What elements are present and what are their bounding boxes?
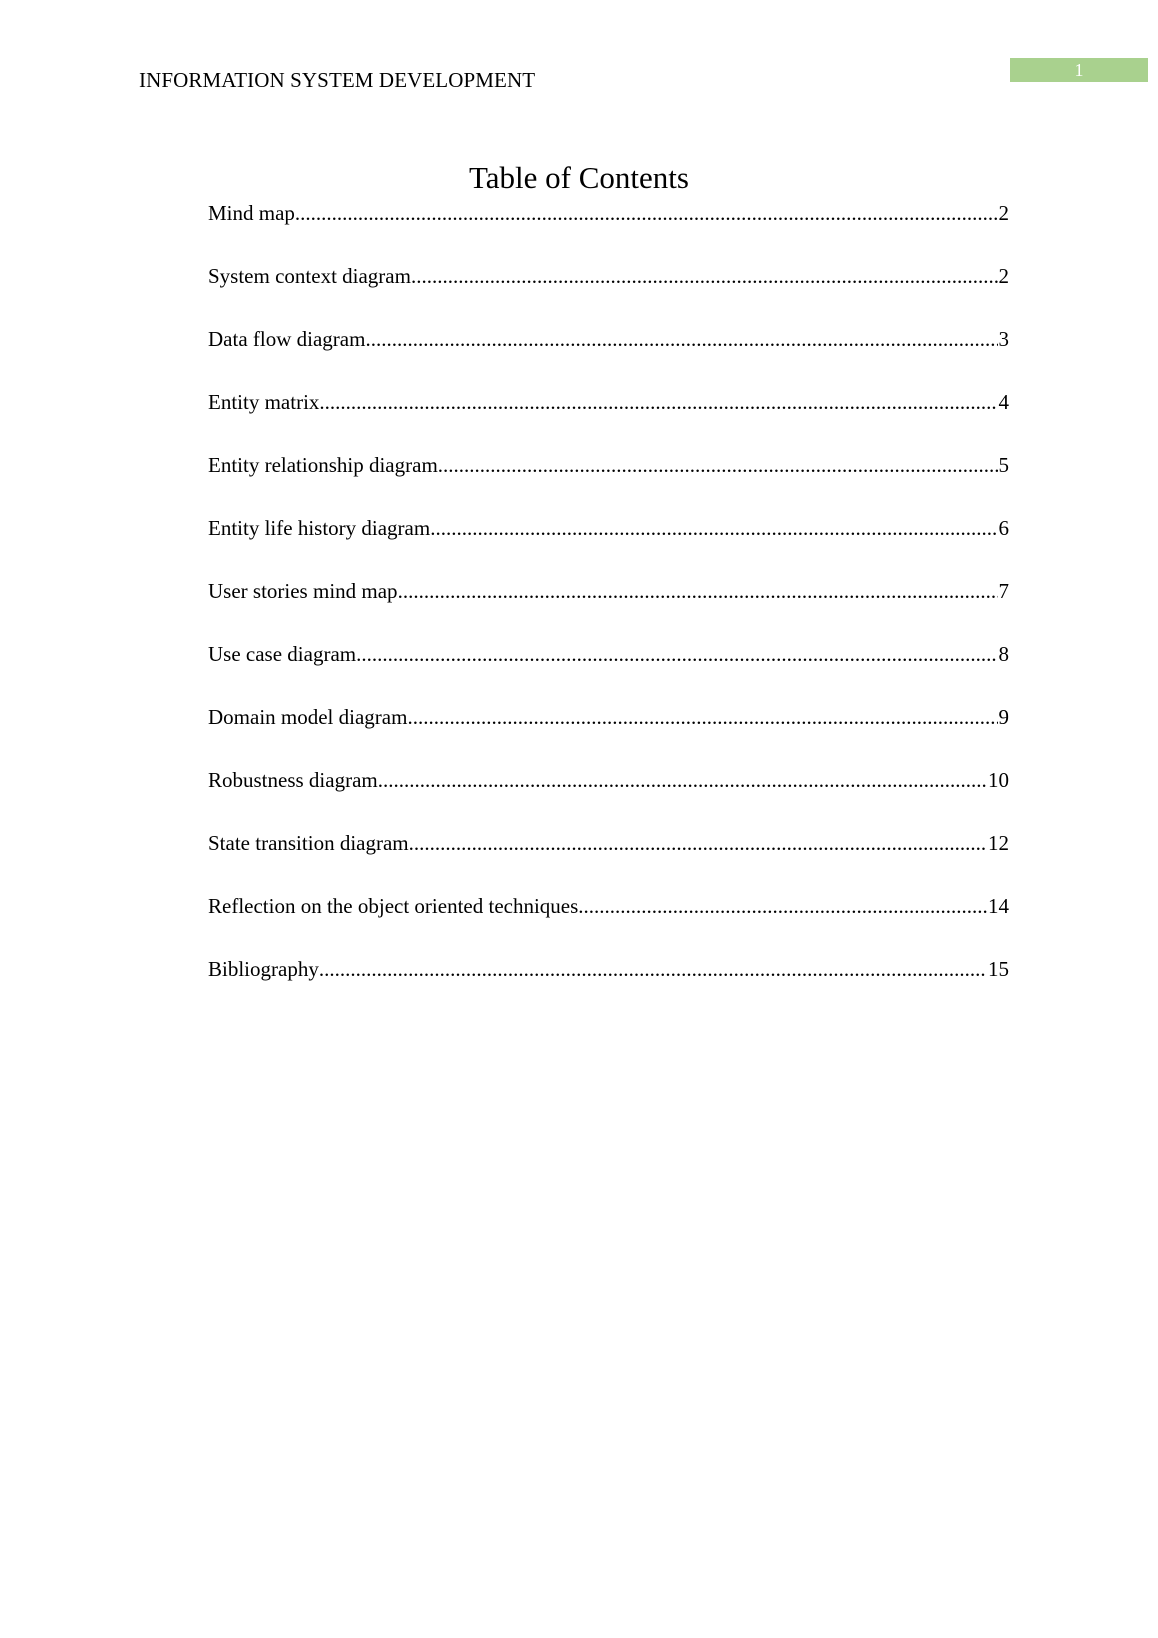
toc-entry-entity-relationship-diagram[interactable] bbox=[208, 450, 1009, 513]
toc-entry-label: Bibliography bbox=[208, 957, 319, 981]
toc-dot-leader bbox=[578, 891, 987, 921]
toc-entry-page: 3 bbox=[998, 327, 1009, 351]
toc-entry-label: Data flow diagram bbox=[208, 327, 366, 351]
toc-entry-label: Use case diagram bbox=[208, 642, 357, 666]
toc-entry-user-stories-mind-map[interactable] bbox=[208, 576, 1009, 639]
toc-entry-page: 7 bbox=[998, 579, 1009, 603]
toc-entry-system-context-diagram[interactable] bbox=[208, 261, 1009, 324]
toc-entry-page: 14 bbox=[988, 894, 1009, 918]
toc-title: Table of Contents bbox=[469, 160, 689, 195]
toc-dot-leader bbox=[438, 450, 998, 480]
toc-entry-bibliography[interactable] bbox=[208, 954, 1009, 1017]
toc-entry-page: 4 bbox=[998, 390, 1009, 414]
toc-dot-leader bbox=[411, 261, 998, 291]
toc-entry-domain-model-diagram[interactable] bbox=[208, 702, 1009, 765]
toc-dot-leader bbox=[365, 324, 997, 354]
toc-dot-leader bbox=[356, 639, 997, 669]
toc-entry-page: 2 bbox=[998, 264, 1009, 288]
toc-entry-label: User stories mind map bbox=[208, 579, 398, 603]
toc-entry-state-transition-diagram[interactable] bbox=[208, 828, 1009, 891]
page-number-badge: 1 bbox=[1010, 58, 1148, 82]
toc-entry-label: Entity matrix bbox=[208, 390, 320, 414]
toc-entry-data-flow-diagram[interactable] bbox=[208, 324, 1009, 387]
toc-entry-page: 8 bbox=[998, 642, 1009, 666]
toc-dot-leader bbox=[407, 702, 997, 732]
toc-dot-leader bbox=[295, 198, 998, 228]
toc-entry-use-case-diagram[interactable] bbox=[208, 639, 1009, 702]
toc-entry-label: Reflection on the object oriented techniques bbox=[208, 894, 579, 918]
toc-entry-page: 15 bbox=[988, 957, 1009, 981]
toc-dot-leader bbox=[319, 954, 987, 984]
toc-entry-page: 2 bbox=[998, 201, 1009, 225]
toc-dot-leader bbox=[378, 765, 987, 795]
toc-entry-page: 12 bbox=[988, 831, 1009, 855]
toc-entry-page: 5 bbox=[998, 453, 1009, 477]
toc-entry-label: System context diagram bbox=[208, 264, 411, 288]
toc-entry-entity-matrix[interactable] bbox=[208, 387, 1009, 450]
toc-list bbox=[208, 198, 1009, 1017]
toc-entry-entity-life-history-diagram[interactable] bbox=[208, 513, 1009, 576]
toc-entry-page: 6 bbox=[998, 516, 1009, 540]
toc-entry-robustness-diagram[interactable] bbox=[208, 765, 1009, 828]
toc-entry-label: Entity relationship diagram bbox=[208, 453, 438, 477]
toc-entry-mind-map[interactable] bbox=[208, 198, 1009, 261]
toc-dot-leader bbox=[319, 387, 997, 417]
toc-entry-label: Entity life history diagram bbox=[208, 516, 431, 540]
toc-entry-label: Domain model diagram bbox=[208, 705, 408, 729]
toc-dot-leader bbox=[409, 828, 987, 858]
toc-entry-label: Mind map bbox=[208, 201, 295, 225]
toc-entry-label: Robustness diagram bbox=[208, 768, 378, 792]
toc-entry-page: 9 bbox=[998, 705, 1009, 729]
toc-entry-label: State transition diagram bbox=[208, 831, 409, 855]
toc-dot-leader bbox=[398, 576, 998, 606]
toc-dot-leader bbox=[430, 513, 997, 543]
toc-entry-reflection[interactable] bbox=[208, 891, 1009, 954]
running-header: INFORMATION SYSTEM DEVELOPMENT bbox=[139, 68, 536, 92]
toc-entry-page: 10 bbox=[988, 768, 1009, 792]
